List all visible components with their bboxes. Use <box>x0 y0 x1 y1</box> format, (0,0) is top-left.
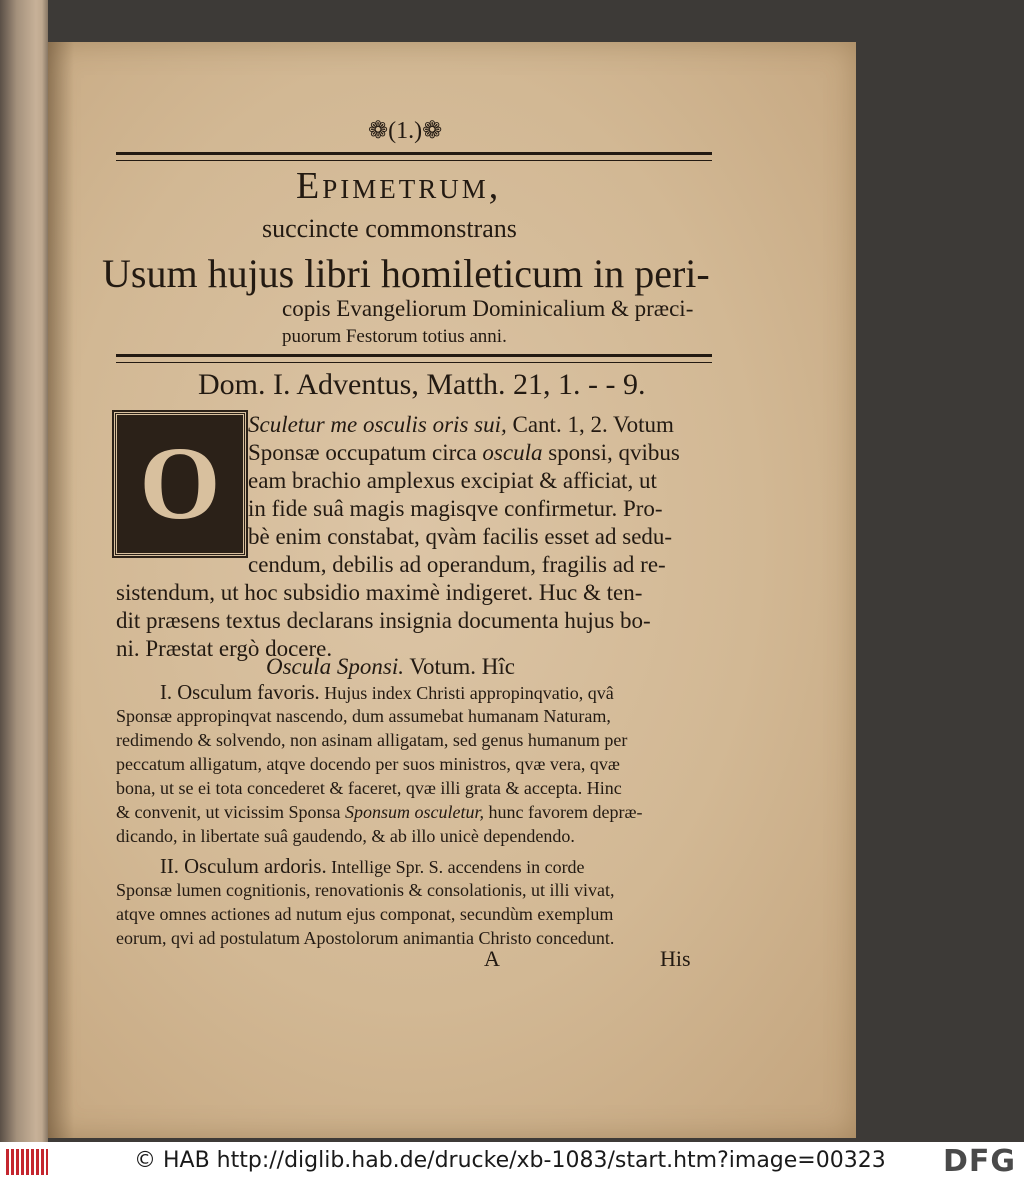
text-run: bè enim constabat, qvàm facilis esset ad sedu- <box>248 524 673 549</box>
title-line-3: Usum hujus libri homileticum in peri- <box>102 251 710 296</box>
title-line-5: puorum Festorum totius anni. <box>282 326 507 347</box>
text-run: in fide suâ magis magisqve confirmetur. Pro- <box>248 496 663 521</box>
text-run: sistendum, ut hoc subsidio maximè indigeret. Huc & ten- <box>116 580 643 605</box>
paragraph-line <box>248 496 663 522</box>
point-1-line <box>116 826 575 847</box>
text-run: Votum. Hîc <box>404 654 515 679</box>
text-run: redimendo & solvendo, non asinam alligatam, sed genus humanum per <box>116 730 628 750</box>
title-line-1: Epimetrum, <box>296 165 502 207</box>
top-rule <box>116 152 712 161</box>
text-run: eam brachio amplexus excipiat & afficiat, ut <box>248 468 657 493</box>
point-2-line <box>116 928 614 949</box>
point-2-line <box>116 880 614 901</box>
decorated-initial <box>114 412 246 556</box>
footer-credit-link[interactable]: © HAB http://diglib.hab.de/drucke/xb-1083/start.htm?image=00323 <box>134 1148 886 1173</box>
point-1-line <box>116 778 622 799</box>
dfg-logo: DFG <box>942 1144 1016 1179</box>
text-run: Sponsæ occupatum circa <box>248 440 483 465</box>
page-number: ❁(1.)❁ <box>368 118 443 144</box>
bottom-rule <box>116 354 712 363</box>
point-2-line <box>160 856 585 879</box>
footer-bar <box>0 1142 1024 1182</box>
text-run: & convenit, ut vicissim Sponsa <box>116 802 345 822</box>
point-1-line <box>160 682 614 705</box>
book-page <box>48 42 856 1138</box>
paragraph-line <box>248 552 666 578</box>
text-run: oscula <box>482 440 543 465</box>
paragraph-line <box>248 412 674 438</box>
facing-page-edge <box>0 0 48 1142</box>
title-line-4: copis Evangeliorum Dominicalium & præci- <box>282 296 694 321</box>
paragraph-line <box>248 468 657 494</box>
drop-cap-letter: O <box>139 426 221 541</box>
point-1-line <box>116 754 620 775</box>
point-1-line <box>116 802 642 823</box>
text-run: Hujus index Christi appropinqvatio, qvâ <box>319 683 614 703</box>
gutter-shadow <box>48 42 74 1138</box>
text-run: II. Osculum ardoris. <box>160 856 327 878</box>
paragraph-line <box>248 524 672 550</box>
text-run: eorum, qvi ad postulatum Apostolorum animantia Christo concedunt. <box>116 928 615 948</box>
point-2-line <box>116 904 613 925</box>
text-run: I. Osculum favoris. <box>160 682 320 704</box>
text-run: peccatum alligatum, atqve docendo per suos ministros, qvæ vera, qvæ <box>116 754 620 774</box>
text-run: atqve omnes actiones ad nutum ejus componat, secundùm exemplum <box>116 904 614 924</box>
text-run: Intellige Spr. S. accendens in corde <box>326 857 585 877</box>
text-run: Cant. 1, 2. Votum <box>506 412 674 437</box>
point-1-line <box>116 730 627 751</box>
subheading-line <box>266 654 515 680</box>
signature-mark: A <box>484 946 500 971</box>
hab-logo-icon <box>6 1149 48 1175</box>
text-run: Sculetur me osculis oris sui, <box>248 412 507 437</box>
text-run: Sponsæ lumen cognitionis, renovationis & consolationis, ut illi vivat, <box>116 880 615 900</box>
section-heading: Dom. I. Adventus, Matth. 21, 1. - - 9. <box>198 368 646 401</box>
paragraph-line <box>248 440 680 466</box>
text-run: Sponsæ appropinqvat nascendo, dum assumebat humanam Naturam, <box>116 706 611 726</box>
text-run: bona, ut se ei tota concederet & faceret, qvæ illi grata & accepta. Hinc <box>116 778 622 798</box>
text-run: Sponsum osculetur, <box>345 802 484 822</box>
text-run: hunc favorem depræ- <box>484 802 643 822</box>
paragraph-line <box>116 580 642 606</box>
catchword: His <box>660 946 691 971</box>
text-run: dicando, in libertate suâ gaudendo, & ab illo unicè dependendo. <box>116 826 575 846</box>
paragraph-line <box>116 608 651 634</box>
text-run: cendum, debilis ad operandum, fragilis ad re- <box>248 552 666 577</box>
text-run: Oscula Sponsi. <box>266 654 404 679</box>
text-run: dit præsens textus declarans insignia documenta hujus bo- <box>116 608 651 633</box>
text-run: ni. Præstat ergò docere. <box>116 636 333 661</box>
point-1-line <box>116 706 611 727</box>
title-line-2: succincte commonstrans <box>262 214 517 243</box>
text-run: sponsi, qvibus <box>542 440 680 465</box>
